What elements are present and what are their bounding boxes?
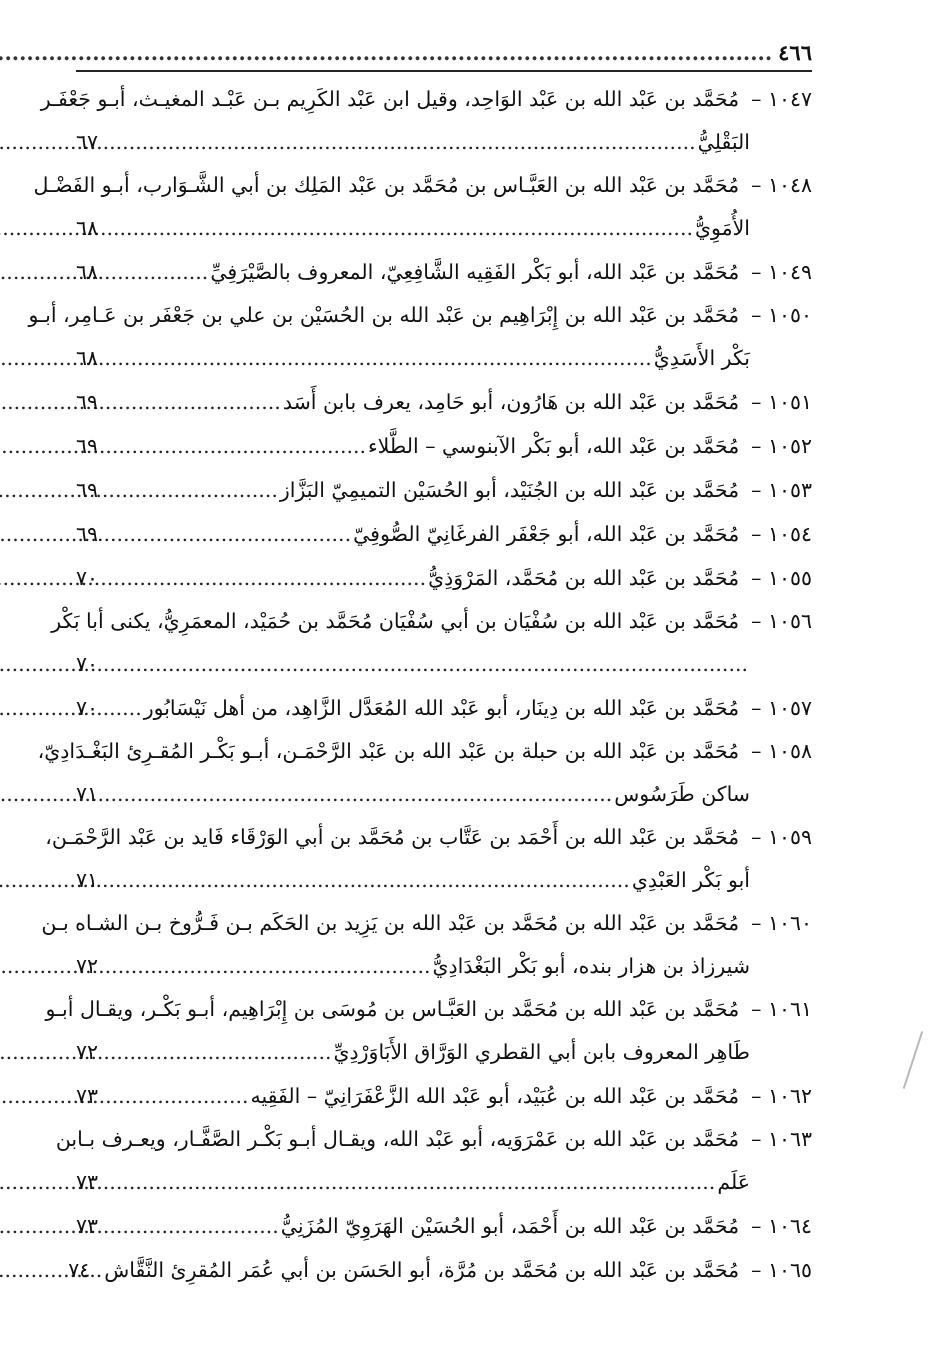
- contents-entry: [76, 1204, 812, 1248]
- entry-number: ١٠٥٢ –: [751, 434, 812, 458]
- entry-number: ١٠٥٤ –: [751, 522, 812, 546]
- entry-number: ١٠٦٣ –: [751, 1127, 812, 1151]
- entry-number: ١٠٥٦ –: [751, 609, 812, 633]
- contents-entry: [76, 468, 812, 512]
- entry-number: ١٠٥١ –: [751, 390, 812, 414]
- contents-entry: [76, 250, 812, 294]
- entry-number: ١٠٥٠ –: [751, 303, 812, 327]
- entry-page: ٦٧: [76, 130, 99, 154]
- entry-title-continued: بَكْر الأَسَدِيُّ: [653, 346, 750, 370]
- entry-page: ٦٩: [76, 522, 99, 546]
- leader-dots: [100, 945, 430, 988]
- contents-entry: [76, 512, 812, 556]
- entry-title: مُحَمَّد بن عَبْد الله بن مُحَمَّد بن عَبْد الله بن يَزِيد بن الحَكَم بـن فَـرُّوخ بـن الشـاه بـن: [41, 911, 740, 935]
- entry-number: ١٠٦٤ –: [751, 1214, 812, 1238]
- entry-page: ٧٠: [76, 696, 99, 720]
- entry-title: مُحَمَّد بن عَبْد الله بن الجُنَيْد، أبو الحُسَيْن التميمِيّ البَزَّاز: [279, 478, 740, 502]
- entry-page: ٧٣: [76, 1084, 99, 1108]
- entry-title: مُحَمَّد بن عَبْد الله بن حبلة بن عَبْد الله بن عَبْد الرَّحْمَـن، أبـو بَكْـر المُقـرِئ البَغْـدَادِيّ،: [37, 739, 740, 763]
- entry-page: ٦٩: [76, 434, 99, 458]
- contents-entry: [68, 1248, 812, 1292]
- entry-title: مُحَمَّد بن عَبْد الله بن سُفْيَان بن أبي سُفْيَان مُحَمَّد بن حُمَيْد، المعمَرِيُّ، يكنى أبا بَكْر: [51, 609, 740, 633]
- contents-entry: [76, 424, 812, 468]
- contents-entry: [28, 294, 812, 380]
- leader-dots: [92, 1248, 102, 1292]
- margin-pencil-mark: [903, 1031, 923, 1089]
- entry-page: ٧١: [76, 868, 99, 892]
- contents-entry: [51, 600, 812, 686]
- entry-title: مُحَمَّد بن عَبْد الله بن عُبَيْد، أبو عَبْد الله الزَّعْفَرَانِيّ – الفَقِيه: [250, 1084, 740, 1108]
- running-header: [76, 34, 812, 72]
- leader-dots: [100, 859, 630, 902]
- entry-title: مُحَمَّد بن عَبْد الله بن مُحَمَّد بن العَبَّـاس بن مُوسَى بن إِبْرَاهِيم، أبـو بَكْـر، ويقـال أبـو: [45, 997, 740, 1021]
- entry-title-continued: أبو بَكْر العَبْدِي: [631, 868, 750, 892]
- entry-page: ٦٩: [76, 390, 99, 414]
- entry-title-continued: طَاهِر المعروف بابن أبي القطري الوَرَّاق الأَبَاوَرْدِيِّ: [333, 1040, 750, 1064]
- leader-dots: [100, 468, 278, 512]
- leader-dots: [100, 380, 281, 424]
- leader-dots: [100, 337, 652, 380]
- entry-title: مُحَمَّد بن عَبْد الله، أبو جَعْفَر الفرغَانِيّ الصُّوفِيّ: [353, 522, 740, 546]
- entry-title-continued: البَقْلِيُّ: [697, 130, 750, 154]
- entry-page: ٧١: [76, 782, 99, 806]
- entry-page: ٧٤: [68, 1258, 91, 1282]
- contents-entry: [55, 1118, 812, 1204]
- leader-dots: [100, 512, 351, 556]
- header-page-number: ٤٦٦: [778, 39, 812, 65]
- entry-number: ١٠٥٩ –: [751, 825, 812, 849]
- leader-dots: [100, 1161, 715, 1204]
- entry-page: ٦٨: [76, 260, 99, 284]
- entry-title: مُحَمَّد بن عَبْد الله بن دِينَار، أبو عَبْد الله المُعَدَّل الزَّاهِد، من أهل نَيْسَابُور: [143, 696, 740, 720]
- entry-title: مُحَمَّد بن عَبْد الله بن مُحَمَّد، المَرْوَذِيُّ: [428, 566, 740, 590]
- contents-entry: [76, 1074, 812, 1118]
- entry-page: ٧٣: [76, 1214, 99, 1238]
- entry-title: مُحَمَّد بن عَبْد الله بن أَحْمَد بن عَتَّاب بن مُحَمَّد بن أبي الوَرْقَاء فَايد بن عَبْد الرَّحْمَـن،: [45, 825, 740, 849]
- leader-dots: [100, 1074, 248, 1118]
- entry-number: ١٠٦٢ –: [751, 1084, 812, 1108]
- leader-dots: [100, 1031, 331, 1074]
- entry-page: ٧٠: [76, 652, 99, 676]
- contents-entry: [45, 816, 812, 902]
- header-leader-dots: [0, 40, 772, 65]
- contents-entry: [76, 556, 812, 600]
- leader-dots: [100, 1204, 279, 1248]
- entry-page: ٦٨: [76, 216, 99, 240]
- entry-number: ١٠٦٥ –: [751, 1258, 812, 1282]
- leader-dots: [100, 250, 208, 294]
- entry-title-continued: عَلَم: [717, 1170, 750, 1194]
- entry-number: ١٠٤٨ –: [751, 173, 812, 197]
- contents-entry: [76, 686, 812, 730]
- entry-page: ٦٨: [76, 346, 99, 370]
- entry-number: ١٠٤٧ –: [751, 87, 812, 111]
- entry-title: مُحَمَّد بن عَبْد الله، أبو بَكْر الآبنوسي – الطَّلاء: [368, 434, 740, 458]
- entry-title: مُحَمَّد بن عَبْد الله بن مُحَمَّد بن مُرَّة، أبو الحَسَن بن أبي عُمَر المُقرِئ النَّقَّاش: [104, 1258, 740, 1282]
- entry-number: ١٠٥٥ –: [751, 566, 812, 590]
- leader-dots: [100, 207, 693, 250]
- entry-title: مُحَمَّد بن عَبْد الله بن إِبْرَاهِيم بن عَبْد الله بن الحُسَيْن بن علي بن جَعْفَر بن عَـامِر، أبـو: [28, 303, 740, 327]
- leader-dots: [100, 773, 612, 816]
- entry-page: ٧٢: [76, 954, 99, 978]
- entry-title-continued: الأُمَوِيُّ: [694, 216, 750, 240]
- entry-title: مُحَمَّد بن عَبْد الله بن هَارُون، أبو حَامِد، يعرف بابن أَسَد: [282, 390, 740, 414]
- entry-title-continued: ساكن طَرَسُوس: [614, 782, 750, 806]
- entry-page: ٧٣: [76, 1170, 99, 1194]
- contents-list: [28, 78, 812, 1292]
- contents-entry: [45, 988, 812, 1074]
- entry-number: ١٠٦١ –: [751, 997, 812, 1021]
- contents-entry: [40, 78, 812, 164]
- entry-title-continued: شيرزاذ بن هزار بنده، أبو بَكْر البَغْدَادِيُّ: [432, 954, 750, 978]
- leader-dots: [100, 556, 426, 600]
- contents-entry: [37, 730, 812, 816]
- entry-title: مُحَمَّد بن عَبْد الله بن عَبْد الوَاحِد، وقيل ابن عَبْد الكَرِيم بـن عَبْـد المغيـث، أبـو جَعْفَـر: [40, 87, 740, 111]
- entry-page: ٧٠: [76, 566, 99, 590]
- entry-number: ١٠٥٨ –: [751, 739, 812, 763]
- entry-page: ٧٢: [76, 1040, 99, 1064]
- contents-entry: [76, 380, 812, 424]
- contents-entry: [41, 902, 812, 988]
- entry-title: مُحَمَّد بن عَبْد الله بن عَمْرَوَيه، أبو عَبْد الله، ويقـال أبـو بَكْـر الصَّفَّـار، ويعـرف بـابن: [55, 1127, 740, 1151]
- entry-number: ١٠٥٣ –: [751, 478, 812, 502]
- leader-dots: [100, 121, 696, 164]
- entry-title: مُحَمَّد بن عَبْد الله بن العَبَّـاس بن مُحَمَّد بن عَبْد المَلِك بن أبي الشَّـوَارب، أبـو الفَضْـل: [33, 173, 740, 197]
- entry-page: ٦٩: [76, 478, 99, 502]
- leader-dots: [100, 424, 366, 468]
- contents-entry: [33, 164, 812, 250]
- entry-title: مُحَمَّد بن عَبْد الله، أبو بَكْر الفَقِيه الشَّافِعِيّ، المعروف بالصَّيْرَفِيِّ: [210, 260, 740, 284]
- entry-title: مُحَمَّد بن عَبْد الله بن أَحْمَد، أبو الحُسَيْن الهَرَوِيّ المُزَنِيُّ: [280, 1214, 740, 1238]
- entry-number: ١٠٦٠ –: [751, 911, 812, 935]
- entry-number: ١٠٤٩ –: [751, 260, 812, 284]
- leader-dots: [100, 643, 748, 686]
- leader-dots: [100, 686, 142, 730]
- entry-number: ١٠٥٧ –: [751, 696, 812, 720]
